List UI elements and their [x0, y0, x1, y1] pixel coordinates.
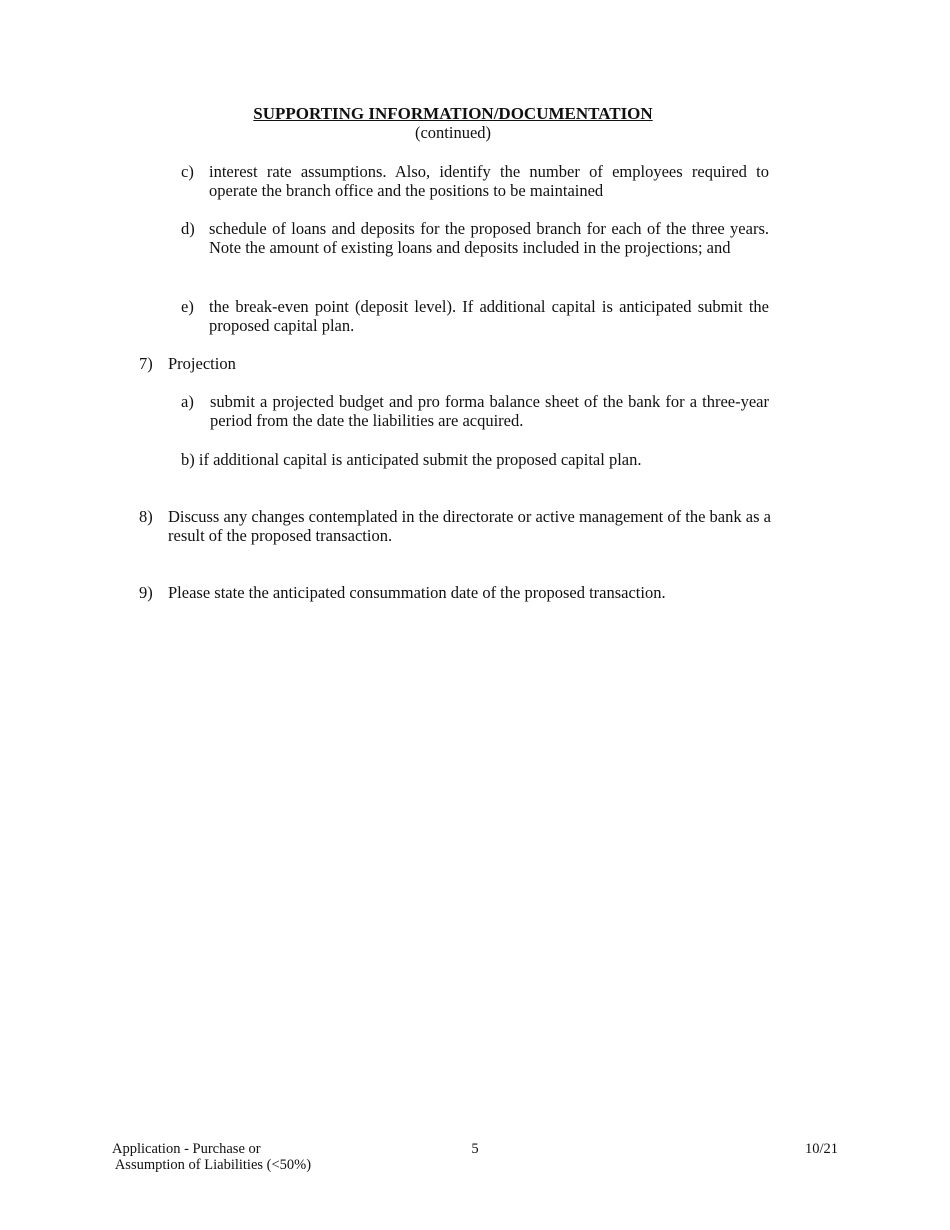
footer-page-number: 5	[471, 1141, 479, 1157]
question-8	[139, 507, 809, 547]
list-item-c	[181, 162, 771, 202]
item-text: schedule of loans and deposits for the proposed branch for each of the three years. Note the amount of existing loans and deposits included in the projections; and	[209, 219, 769, 257]
question-number: 9)	[139, 583, 153, 602]
question-7	[139, 354, 779, 374]
item-marker: d)	[181, 219, 195, 238]
footer-form-title	[112, 1141, 372, 1173]
item-text: submit a projected budget and pro forma balance sheet of the bank for a three-year period from the date the liabilities are acquired.	[210, 392, 769, 430]
list-item-d	[181, 219, 771, 279]
item-marker: c)	[181, 162, 194, 181]
item-text: the break-even point (deposit level). If additional capital is anticipated submit the proposed capital plan.	[209, 297, 769, 335]
question-text: Please state the anticipated consummation date of the proposed transaction.	[168, 583, 666, 602]
item-text: interest rate assumptions. Also, identify the number of employees required to operate the branch office and the positions to be maintained	[209, 162, 769, 200]
item-text: b) if additional capital is anticipated submit the proposed capital plan.	[181, 450, 642, 469]
question-text: Discuss any changes contemplated in the directorate or active management of the bank as a result of the proposed transaction.	[168, 507, 771, 545]
question-number: 7)	[139, 354, 153, 373]
footer-form-line-2: Assumption of Liabilities (<50%)	[112, 1157, 312, 1173]
item-marker: a)	[181, 392, 194, 411]
footer-revision-date: 10/21	[804, 1141, 838, 1157]
list-item-7b	[181, 450, 781, 470]
list-item-7a	[181, 392, 771, 432]
section-subheading: (continued)	[414, 123, 492, 142]
list-item-e	[181, 297, 771, 337]
question-text: Projection	[168, 354, 236, 373]
item-marker: e)	[181, 297, 194, 316]
section-heading: SUPPORTING INFORMATION/DOCUMENTATION	[253, 104, 653, 123]
question-number: 8)	[139, 507, 153, 526]
footer-form-line-1: Application - Purchase or	[112, 1141, 261, 1157]
question-9	[139, 583, 809, 603]
